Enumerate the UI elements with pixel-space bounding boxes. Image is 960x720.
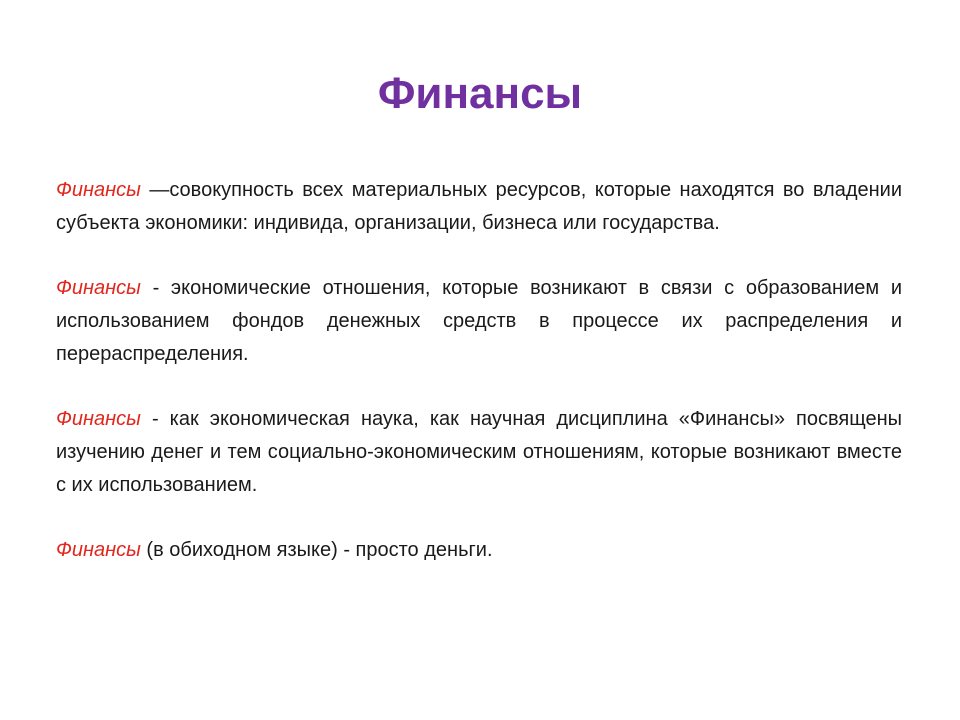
definition-text: - как экономическая наука, как научная дисциплина «Финансы» посвящены изучению денег и тем социально-экономическим отношениям, которые возникают вместе с их использованием. xyxy=(56,408,902,496)
definition-paragraph xyxy=(56,534,902,567)
definition-term: Финансы xyxy=(56,408,141,430)
definition-paragraph xyxy=(56,403,902,502)
definition-term: Финансы xyxy=(56,277,141,299)
definitions-list xyxy=(56,174,902,599)
definition-term: Финансы xyxy=(56,179,141,201)
definition-paragraph xyxy=(56,174,902,240)
definition-term: Финансы xyxy=(56,539,141,561)
definition-text: - экономические отношения, которые возникают в связи с образованием и использованием фондов денежных средств в процессе их распределения и перераспределения. xyxy=(56,277,902,365)
definition-paragraph xyxy=(56,272,902,371)
definition-text: (в обиходном языке) - просто деньги. xyxy=(140,539,493,561)
slide-title: Финансы xyxy=(377,69,583,118)
definition-text: —совокупность всех материальных ресурсов, которые находятся во владении субъекта экономики: индивида, организации, бизнеса или государства. xyxy=(56,179,902,234)
